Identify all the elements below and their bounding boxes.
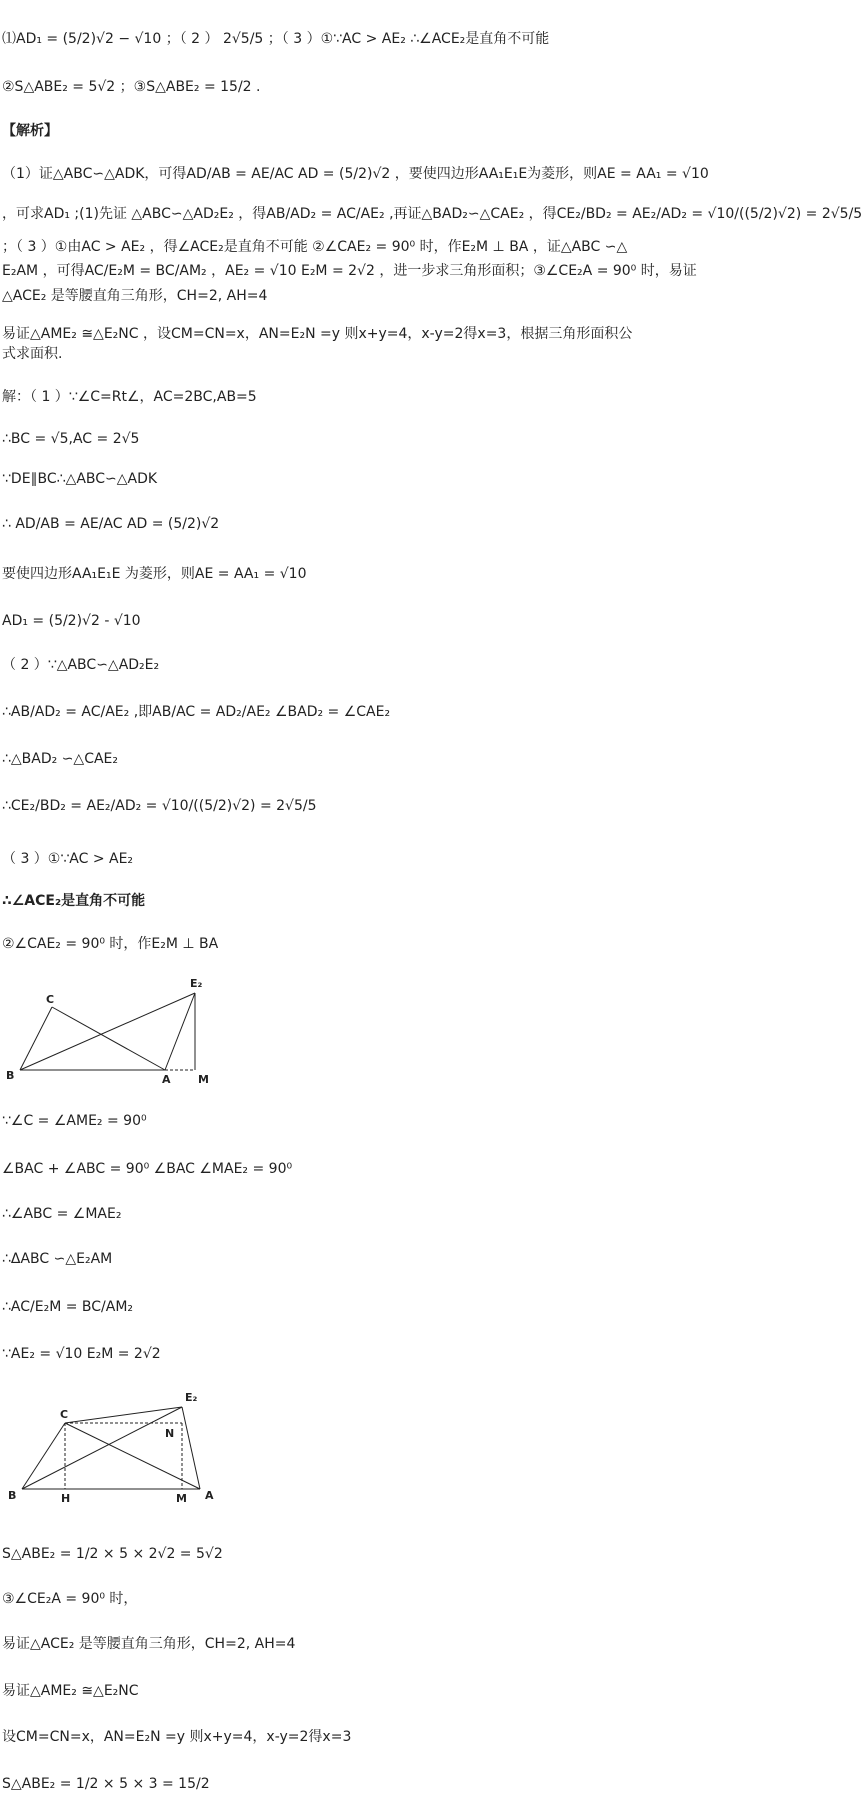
solution-line-2: ∴BC = √5,AC = 2√5 [2, 431, 140, 447]
analysis-line-2: ，可求AD₁ ;(1)先证 △ABC∽△AD₂E₂ ，得AB/AD₂ = AC/AE₂ ,再证△BAD₂∽△CAE₂ ，得CE₂/BD₂ = AE₂/AD₂ = √10/((5/2)√2) = 2√5/5 [2, 206, 862, 222]
analysis-line-7: 式求面积. [2, 346, 63, 362]
analysis-title: 【解析】 [2, 123, 58, 139]
label-M: M [198, 1073, 209, 1086]
answer-line-1: ⑴AD₁ = (5/2)√2 − √10 ；（ 2 ） 2√5/5 ；（ 3 ）①∵AC > AE₂ ∴∠ACE₂是直角不可能 [2, 31, 550, 47]
figure-2-svg [0, 1385, 230, 1505]
segment-CE2 [65, 1407, 182, 1423]
solution-line-22: 易证△ACE₂ 是等腰直角三角形，CH=2, AH=4 [2, 1636, 296, 1652]
solution-line-21: ③∠CE₂A = 90⁰ 时， [2, 1591, 138, 1607]
segment-BC [22, 1423, 65, 1489]
label-E2: E₂ [190, 977, 203, 990]
label-M: M [176, 1492, 187, 1505]
solution-line-16: ∴∠ABC = ∠MAE₂ [2, 1206, 122, 1222]
solution-line-8: ∴AB/AD₂ = AC/AE₂ ,即AB/AC = AD₂/AE₂ ∠BAD₂ = ∠CAE₂ [2, 704, 391, 720]
analysis-line-1: （1）证△ABC∽△ADK，可得AD/AB = AE/AC AD = (5/2)√2 ，要使四边形AA₁E₁E为菱形，则AE = AA₁ = √10 [2, 166, 709, 182]
figure-2 [0, 1385, 230, 1505]
segment-E2A [182, 1407, 200, 1489]
solution-line-15: ∠BAC + ∠ABC = 90⁰ ∠BAC ∠MAE₂ = 90⁰ [2, 1161, 293, 1177]
solution-line-18: ∴AC/E₂M = BC/AM₂ [2, 1299, 134, 1315]
solution-line-5: 要使四边形AA₁E₁E 为菱形，则AE = AA₁ = √10 [2, 566, 307, 582]
label-N: N [165, 1427, 175, 1440]
label-C: C [60, 1408, 69, 1421]
label-B: B [8, 1489, 17, 1502]
solution-line-4: ∴ AD/AB = AE/AC AD = (5/2)√2 [2, 516, 220, 532]
solution-line-10: ∴CE₂/BD₂ = AE₂/AD₂ = √10/((5/2)√2) = 2√5/5 [2, 798, 317, 814]
segment-CA [52, 1007, 165, 1070]
answer-line-2: ②S△ABE₂ = 5√2 ；③S△ABE₂ = 15/2 . [2, 79, 261, 95]
label-A: A [162, 1073, 171, 1086]
solution-line-17: ∴ΔABC ∽△E₂AM [2, 1251, 113, 1267]
solution-line-9: ∴△BAD₂ ∽△CAE₂ [2, 751, 119, 767]
label-B: B [6, 1069, 15, 1082]
label-C: C [46, 993, 55, 1006]
figure-1-svg [0, 975, 220, 1085]
label-H: H [61, 1492, 71, 1505]
solution-line-24: 设CM=CN=x，AN=E₂N =y 则x+y=4，x-y=2得x=3 [2, 1729, 352, 1745]
analysis-line-4: E₂AM ，可得AC/E₂M = BC/AM₂ ，AE₂ = √10 E₂M = 2√2 ，进一步求三角形面积；③∠CE₂A = 90⁰ 时，易证 [2, 263, 697, 279]
segment-BC [20, 1007, 52, 1070]
solution-line-13: ②∠CAE₂ = 90⁰ 时，作E₂M ⊥ BA [2, 936, 219, 952]
solution-line-19: ∵AE₂ = √10 E₂M = 2√2 [2, 1346, 161, 1362]
segment-BE2 [22, 1407, 182, 1489]
figure-1 [0, 975, 220, 1085]
solution-line-20: S△ABE₂ = 1/2 × 5 × 2√2 = 5√2 [2, 1546, 223, 1562]
analysis-line-3: ；（ 3 ）①由AC > AE₂ ，得∠ACE₂是直角不可能 ②∠CAE₂ = 90⁰ 时，作E₂M ⊥ BA ，证△ABC ∽△ [2, 239, 628, 255]
solution-line-6: AD₁ = (5/2)√2 - √10 [2, 613, 141, 629]
solution-line-23: 易证△AME₂ ≅△E₂NC [2, 1683, 139, 1699]
solution-line-3: ∵DE∥BC∴△ABC∽△ADK [2, 471, 158, 487]
solution-line-12: ∴∠ACE₂是直角不可能 [2, 893, 146, 909]
analysis-line-6: 易证△AME₂ ≅△E₂NC ，设CM=CN=x，AN=E₂N =y 则x+y=4，x-y=2得x=3，根据三角形面积公 [2, 326, 633, 342]
solution-line-11: （ 3 ）①∵AC > AE₂ [2, 851, 134, 867]
solution-line-7: （ 2 ）∵△ABC∽△AD₂E₂ [2, 657, 160, 673]
label-A: A [205, 1489, 214, 1502]
solution-line-14: ∵∠C = ∠AME₂ = 90⁰ [2, 1113, 147, 1129]
analysis-line-5: △ACE₂ 是等腰直角三角形，CH=2, AH=4 [2, 288, 268, 304]
label-E2: E₂ [185, 1391, 198, 1404]
solution-line-25: S△ABE₂ = 1/2 × 5 × 3 = 15/2 [2, 1776, 210, 1792]
solution-line-1: 解：（ 1 ）∵∠C=Rt∠，AC=2BC,AB=5 [2, 389, 257, 405]
